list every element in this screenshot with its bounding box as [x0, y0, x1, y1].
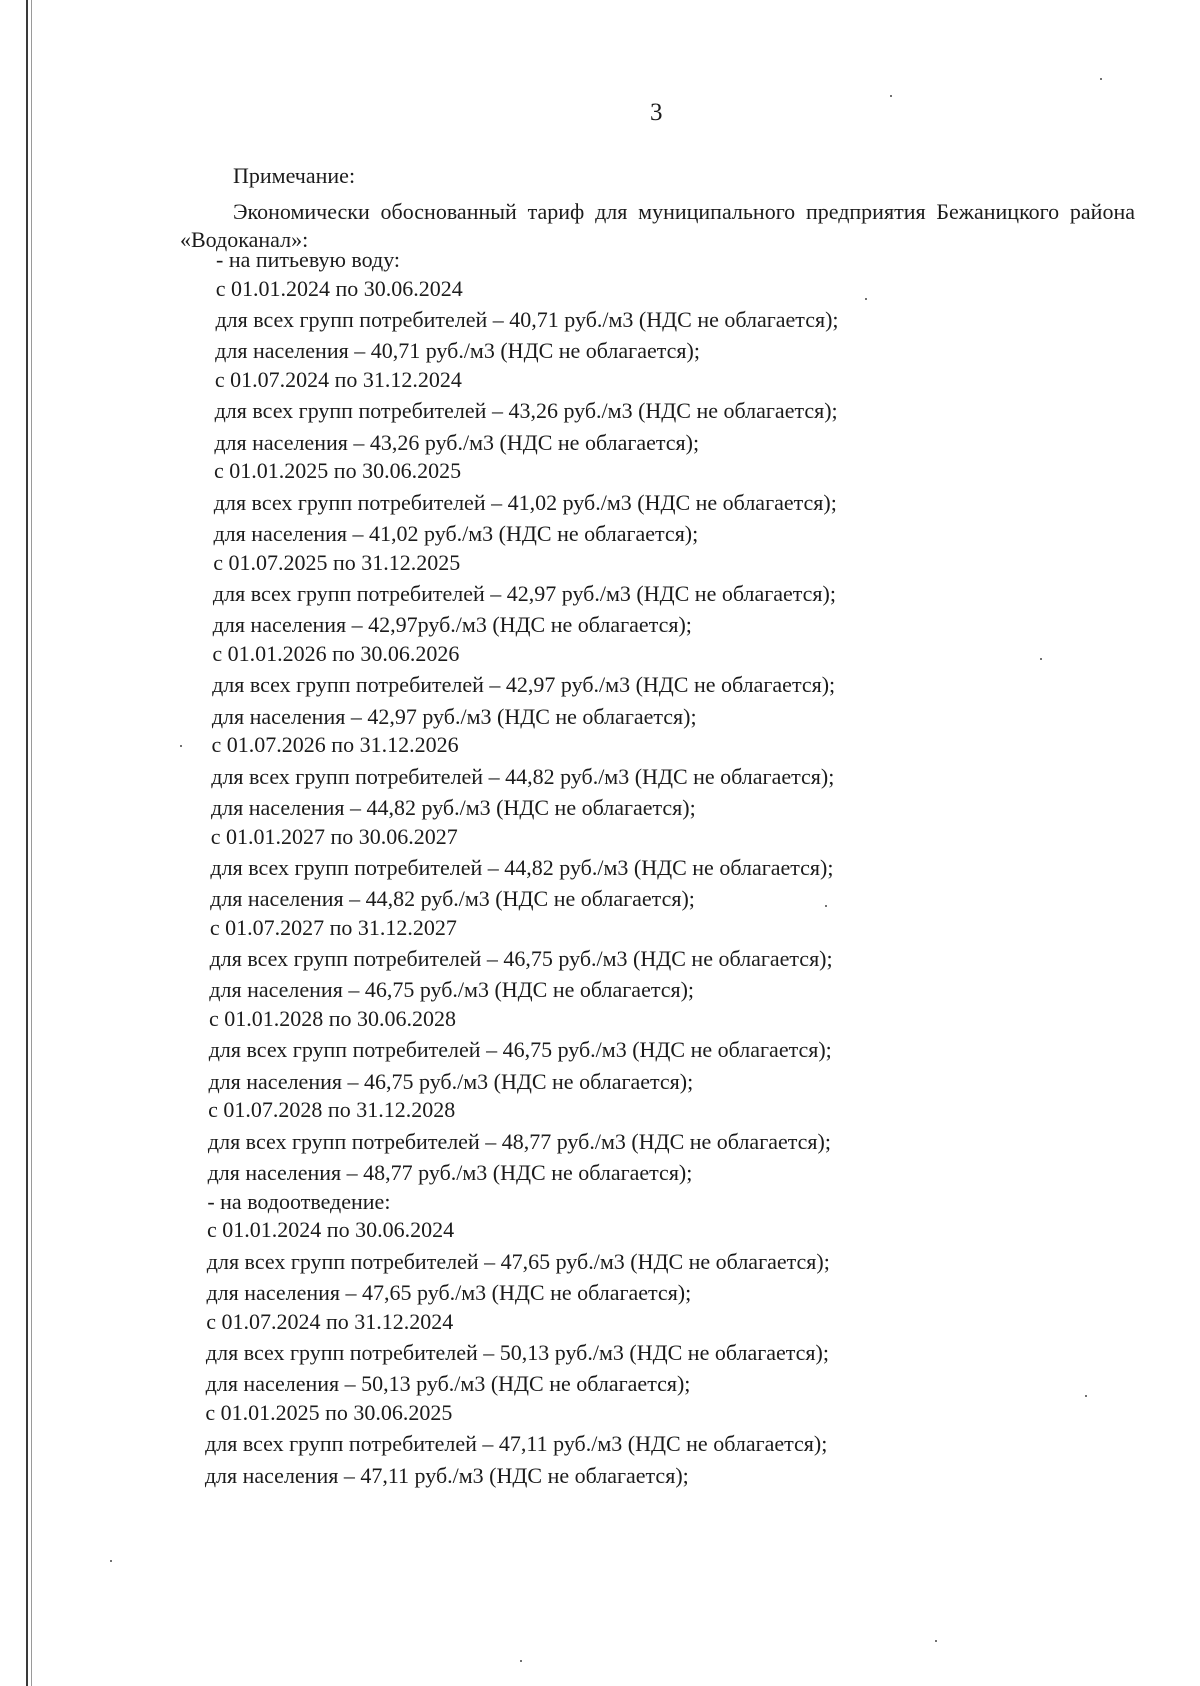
period-line: с 01.07.2028 по 31.12.2028 [208, 1097, 456, 1123]
scan-speck [935, 1640, 937, 1642]
scan-speck [825, 905, 827, 907]
period-line: с 01.07.2024 по 31.12.2024 [206, 1308, 454, 1334]
tariff-all-consumers: для всех групп потребителей – 47,65 руб./м3 (НДС не облагается); [206, 1248, 830, 1274]
tariff-population: для населения – 43,26 руб./м3 (НДС не облагается); [214, 429, 700, 455]
scan-speck [520, 1660, 522, 1662]
period-line: с 01.01.2027 по 30.06.2027 [210, 823, 458, 849]
tariff-population: для населения – 40,71 руб./м3 (НДС не облагается); [215, 338, 700, 364]
tariff-all-consumers: для всех групп потребителей – 40,71 руб./м3 (НДС не облагается); [215, 307, 839, 332]
tariff-population: для населения – 48,77 руб./м3 (НДС не облагается); [207, 1160, 693, 1185]
scan-speck [180, 745, 182, 747]
tariff-population: для населения – 50,13 руб./м3 (НДС не облагается); [205, 1371, 691, 1397]
intro-paragraph: Экономически обоснованный тариф для муниципального предприятия Бежаницкого района «Водоканал»: [180, 199, 1135, 252]
period-line: с 01.07.2025 по 31.12.2025 [213, 549, 461, 575]
tariff-all-consumers: для всех групп потребителей – 42,97 руб./м3 (НДС не облагается); [212, 580, 836, 606]
tariff-population: для населения – 44,82 руб./м3 (НДС не облагается); [210, 886, 695, 912]
tariff-population: для населения – 47,65 руб./м3 (НДС не облагается); [206, 1280, 692, 1305]
tariff-population: для населения – 42,97 руб./м3 (НДС не облагается); [211, 703, 697, 729]
scan-speck [1100, 78, 1102, 80]
section-heading: - на питьевую воду: [216, 247, 401, 272]
tariff-population: для населения – 41,02 руб./м3 (НДС не облагается); [213, 520, 699, 546]
scan-edge-line-faint [31, 0, 32, 1686]
scan-speck [1040, 658, 1042, 660]
tariff-all-consumers: для всех групп потребителей – 47,11 руб./м3 (НДС не облагается); [205, 1431, 828, 1457]
period-line: с 01.01.2024 по 30.06.2024 [215, 275, 463, 301]
scan-speck [865, 298, 867, 300]
tariff-population: для населения – 46,75 руб./м3 (НДС не облагается); [208, 1068, 694, 1094]
period-line: с 01.01.2025 по 30.06.2025 [214, 458, 462, 484]
tariff-all-consumers: для всех групп потребителей – 43,26 руб./м3 (НДС не облагается); [214, 398, 838, 424]
section-heading: - на водоотведение: [207, 1188, 391, 1214]
scan-edge-line [26, 0, 28, 1686]
page-number: 3 [650, 99, 663, 126]
tariff-population: для населения – 47,11 руб./м3 (НДС не облагается); [204, 1462, 689, 1488]
scan-speck [110, 1560, 112, 1562]
tariff-all-consumers: для всех групп потребителей – 46,75 руб./м3 (НДС не облагается); [208, 1037, 832, 1063]
tariff-all-consumers: для всех групп потребителей – 41,02 руб./м3 (НДС не облагается); [213, 489, 837, 515]
period-line: с 01.07.2026 по 31.12.2026 [211, 732, 459, 758]
tariff-population: для населения – 42,97руб./м3 (НДС не облагается); [212, 612, 692, 638]
period-line: с 01.01.2026 по 30.06.2026 [212, 640, 460, 666]
period-line: с 01.07.2024 по 31.12.2024 [214, 367, 462, 392]
tariff-all-consumers: для всех групп потребителей – 48,77 руб./м3 (НДС не облагается); [207, 1128, 831, 1154]
tariff-all-consumers: для всех групп потребителей – 46,75 руб./м3 (НДС не облагается); [209, 946, 833, 972]
period-line: с 01.01.2024 по 30.06.2024 [207, 1217, 455, 1243]
scan-speck [1085, 1395, 1087, 1397]
tariff-all-consumers: для всех групп потребителей – 50,13 руб./м3 (НДС не облагается); [205, 1340, 829, 1365]
tariff-all-consumers: для всех групп потребителей – 42,97 руб./м3 (НДС не облагается); [212, 672, 836, 698]
scan-speck [890, 95, 892, 97]
period-line: с 01.07.2027 по 31.12.2027 [209, 914, 457, 940]
period-line: с 01.01.2028 по 30.06.2028 [209, 1006, 457, 1032]
period-line: с 01.01.2025 по 30.06.2025 [205, 1400, 453, 1425]
note-label: Примечание: [233, 163, 356, 188]
tariff-population: для населения – 46,75 руб./м3 (НДС не облагается); [209, 977, 695, 1003]
tariff-population: для населения – 44,82 руб./м3 (НДС не облагается); [210, 794, 696, 820]
tariff-all-consumers: для всех групп потребителей – 44,82 руб./м3 (НДС не облагается); [210, 854, 834, 880]
tariff-all-consumers: для всех групп потребителей – 44,82 руб./м3 (НДС не облагается); [211, 763, 835, 789]
